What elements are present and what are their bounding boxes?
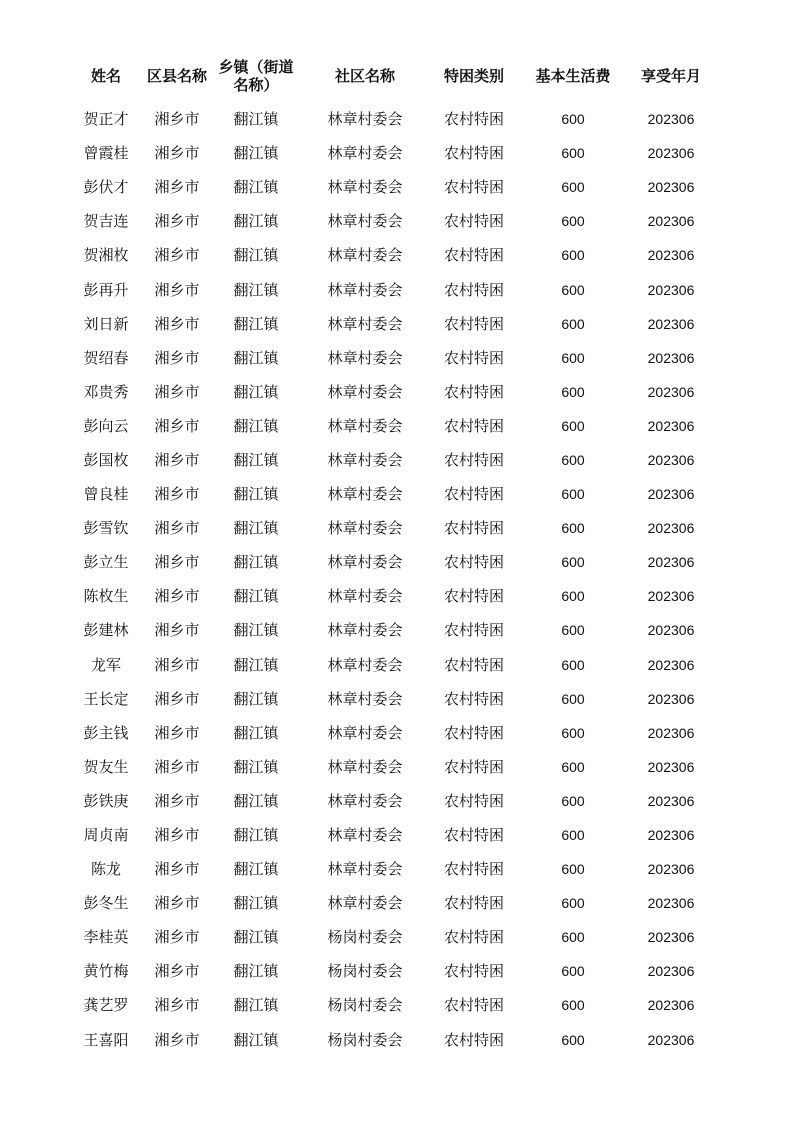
county-cell: 湘乡市 xyxy=(154,280,200,299)
category-cell: 农村特困 xyxy=(443,246,504,265)
month-cell: 202306 xyxy=(647,486,695,503)
table-row xyxy=(72,272,712,306)
community-cell: 林章村委会 xyxy=(327,553,403,572)
table-row xyxy=(72,307,712,341)
county-cell: 湘乡市 xyxy=(154,485,200,504)
community-cell: 林章村委会 xyxy=(327,348,403,367)
allowance-cell: 600 xyxy=(561,281,585,298)
community-cell: 林章村委会 xyxy=(327,826,403,845)
name-cell: 曾霞桂 xyxy=(83,144,129,163)
county-cell: 湘乡市 xyxy=(154,314,200,333)
table-row xyxy=(72,545,712,579)
allowance-cell: 600 xyxy=(561,861,585,878)
county-cell: 湘乡市 xyxy=(154,144,200,163)
allowance-cell: 600 xyxy=(561,656,585,673)
allowance-cell: 600 xyxy=(561,349,585,366)
county-cell: 湘乡市 xyxy=(154,757,200,776)
town-cell: 翻江镇 xyxy=(233,689,279,708)
name-cell: 彭雪钦 xyxy=(83,519,129,538)
community-cell: 林章村委会 xyxy=(327,587,403,606)
category-cell: 农村特困 xyxy=(443,996,504,1015)
town-cell: 翻江镇 xyxy=(233,655,279,674)
category-cell: 农村特困 xyxy=(443,826,504,845)
allowance-cell: 600 xyxy=(561,724,585,741)
county-cell: 湘乡市 xyxy=(154,962,200,981)
allowance-cell: 600 xyxy=(561,690,585,707)
month-cell: 202306 xyxy=(647,827,695,844)
allowance-cell: 600 xyxy=(561,588,585,605)
town-cell: 翻江镇 xyxy=(233,348,279,367)
name-cell: 彭主钱 xyxy=(83,723,129,742)
month-cell: 202306 xyxy=(647,349,695,366)
name-cell: 李桂英 xyxy=(83,928,129,947)
town-cell: 翻江镇 xyxy=(233,485,279,504)
town-cell: 翻江镇 xyxy=(233,314,279,333)
county-cell: 湘乡市 xyxy=(154,655,200,674)
community-cell: 林章村委会 xyxy=(327,246,403,265)
town-cell: 翻江镇 xyxy=(233,791,279,810)
allowance-cell: 600 xyxy=(561,451,585,468)
table-row xyxy=(72,409,712,443)
category-cell: 农村特困 xyxy=(443,757,504,776)
month-cell: 202306 xyxy=(647,417,695,434)
table-row xyxy=(72,477,712,511)
county-cell: 湘乡市 xyxy=(154,178,200,197)
month-cell: 202306 xyxy=(647,588,695,605)
allowance-cell: 600 xyxy=(561,520,585,537)
allowance-cell: 600 xyxy=(561,247,585,264)
town-cell: 翻江镇 xyxy=(233,723,279,742)
community-cell: 林章村委会 xyxy=(327,655,403,674)
relief-table xyxy=(72,52,712,1057)
table-row xyxy=(72,375,712,409)
name-cell: 彭建林 xyxy=(83,621,129,640)
category-cell: 农村特困 xyxy=(443,553,504,572)
allowance-cell: 600 xyxy=(561,792,585,809)
county-cell: 湘乡市 xyxy=(154,348,200,367)
month-cell: 202306 xyxy=(647,520,695,537)
table-row xyxy=(72,852,712,886)
county-cell: 湘乡市 xyxy=(154,928,200,947)
allowance-cell: 600 xyxy=(561,417,585,434)
community-cell: 林章村委会 xyxy=(327,416,403,435)
month-cell: 202306 xyxy=(647,145,695,162)
header-living-allowance: 基本生活费 xyxy=(535,67,611,85)
town-cell: 翻江镇 xyxy=(233,860,279,879)
name-cell: 彭铁庚 xyxy=(83,791,129,810)
community-cell: 林章村委会 xyxy=(327,450,403,469)
table-row xyxy=(72,784,712,818)
category-cell: 农村特困 xyxy=(443,723,504,742)
community-cell: 林章村委会 xyxy=(327,791,403,810)
allowance-cell: 600 xyxy=(561,111,585,128)
name-cell: 王喜阳 xyxy=(83,1030,129,1049)
name-cell: 陈枚生 xyxy=(83,587,129,606)
county-cell: 湘乡市 xyxy=(154,587,200,606)
community-cell: 林章村委会 xyxy=(327,178,403,197)
table-row xyxy=(72,682,712,716)
header-town: 乡镇（街道 名称） xyxy=(218,58,294,94)
county-cell: 湘乡市 xyxy=(154,246,200,265)
county-cell: 湘乡市 xyxy=(154,996,200,1015)
category-cell: 农村特困 xyxy=(443,110,504,129)
table-row xyxy=(72,136,712,170)
county-cell: 湘乡市 xyxy=(154,416,200,435)
name-cell: 贺吉连 xyxy=(83,212,129,231)
table-row xyxy=(72,511,712,545)
table-row xyxy=(72,750,712,784)
community-cell: 林章村委会 xyxy=(327,519,403,538)
community-cell: 林章村委会 xyxy=(327,621,403,640)
community-cell: 杨岗村委会 xyxy=(327,996,403,1015)
month-cell: 202306 xyxy=(647,792,695,809)
month-cell: 202306 xyxy=(647,111,695,128)
allowance-cell: 600 xyxy=(561,1031,585,1048)
table-row xyxy=(72,613,712,647)
month-cell: 202306 xyxy=(647,1031,695,1048)
county-cell: 湘乡市 xyxy=(154,894,200,913)
header-category: 特困类别 xyxy=(443,67,504,85)
community-cell: 林章村委会 xyxy=(327,860,403,879)
month-cell: 202306 xyxy=(647,315,695,332)
table-row xyxy=(72,170,712,204)
category-cell: 农村特困 xyxy=(443,382,504,401)
town-cell: 翻江镇 xyxy=(233,928,279,947)
community-cell: 杨岗村委会 xyxy=(327,1030,403,1049)
name-cell: 黄竹梅 xyxy=(83,962,129,981)
town-cell: 翻江镇 xyxy=(233,110,279,129)
community-cell: 林章村委会 xyxy=(327,110,403,129)
name-cell: 彭立生 xyxy=(83,553,129,572)
county-cell: 湘乡市 xyxy=(154,860,200,879)
allowance-cell: 600 xyxy=(561,963,585,980)
community-cell: 林章村委会 xyxy=(327,212,403,231)
name-cell: 贺绍春 xyxy=(83,348,129,367)
county-cell: 湘乡市 xyxy=(154,791,200,810)
category-cell: 农村特困 xyxy=(443,1030,504,1049)
county-cell: 湘乡市 xyxy=(154,382,200,401)
month-cell: 202306 xyxy=(647,963,695,980)
month-cell: 202306 xyxy=(647,179,695,196)
county-cell: 湘乡市 xyxy=(154,212,200,231)
county-cell: 湘乡市 xyxy=(154,826,200,845)
town-cell: 翻江镇 xyxy=(233,621,279,640)
town-cell: 翻江镇 xyxy=(233,246,279,265)
town-cell: 翻江镇 xyxy=(233,553,279,572)
header-community: 社区名称 xyxy=(334,67,395,85)
category-cell: 农村特困 xyxy=(443,212,504,231)
town-cell: 翻江镇 xyxy=(233,587,279,606)
header-county: 区县名称 xyxy=(146,67,207,85)
category-cell: 农村特困 xyxy=(443,621,504,640)
category-cell: 农村特困 xyxy=(443,791,504,810)
town-cell: 翻江镇 xyxy=(233,450,279,469)
category-cell: 农村特困 xyxy=(443,894,504,913)
month-cell: 202306 xyxy=(647,690,695,707)
town-cell: 翻江镇 xyxy=(233,416,279,435)
table-row xyxy=(72,818,712,852)
name-cell: 彭向云 xyxy=(83,416,129,435)
allowance-cell: 600 xyxy=(561,895,585,912)
town-cell: 翻江镇 xyxy=(233,894,279,913)
allowance-cell: 600 xyxy=(561,383,585,400)
name-cell: 贺正才 xyxy=(83,110,129,129)
table-row xyxy=(72,1023,712,1057)
community-cell: 林章村委会 xyxy=(327,485,403,504)
county-cell: 湘乡市 xyxy=(154,621,200,640)
allowance-cell: 600 xyxy=(561,997,585,1014)
allowance-cell: 600 xyxy=(561,622,585,639)
community-cell: 林章村委会 xyxy=(327,144,403,163)
allowance-cell: 600 xyxy=(561,758,585,775)
town-cell: 翻江镇 xyxy=(233,962,279,981)
table-row xyxy=(72,341,712,375)
header-start-month: 享受年月 xyxy=(640,67,701,85)
allowance-cell: 600 xyxy=(561,827,585,844)
allowance-cell: 600 xyxy=(561,486,585,503)
allowance-cell: 600 xyxy=(561,554,585,571)
month-cell: 202306 xyxy=(647,656,695,673)
allowance-cell: 600 xyxy=(561,315,585,332)
month-cell: 202306 xyxy=(647,451,695,468)
name-cell: 邓贵秀 xyxy=(83,382,129,401)
town-cell: 翻江镇 xyxy=(233,212,279,231)
county-cell: 湘乡市 xyxy=(154,450,200,469)
category-cell: 农村特困 xyxy=(443,280,504,299)
table-row xyxy=(72,988,712,1022)
table-row xyxy=(72,716,712,750)
county-cell: 湘乡市 xyxy=(154,1030,200,1049)
town-cell: 翻江镇 xyxy=(233,996,279,1015)
name-cell: 刘日新 xyxy=(83,314,129,333)
community-cell: 杨岗村委会 xyxy=(327,962,403,981)
name-cell: 龙军 xyxy=(90,655,121,674)
category-cell: 农村特困 xyxy=(443,655,504,674)
month-cell: 202306 xyxy=(647,383,695,400)
month-cell: 202306 xyxy=(647,997,695,1014)
town-cell: 翻江镇 xyxy=(233,178,279,197)
table-row xyxy=(72,648,712,682)
community-cell: 林章村委会 xyxy=(327,280,403,299)
town-cell: 翻江镇 xyxy=(233,519,279,538)
allowance-cell: 600 xyxy=(561,179,585,196)
county-cell: 湘乡市 xyxy=(154,689,200,708)
table-header xyxy=(72,52,712,100)
table-row xyxy=(72,579,712,613)
month-cell: 202306 xyxy=(647,724,695,741)
town-cell: 翻江镇 xyxy=(233,826,279,845)
table-row xyxy=(72,443,712,477)
name-cell: 王长定 xyxy=(83,689,129,708)
county-cell: 湘乡市 xyxy=(154,519,200,538)
town-cell: 翻江镇 xyxy=(233,1030,279,1049)
name-cell: 贺湘枚 xyxy=(83,246,129,265)
category-cell: 农村特困 xyxy=(443,348,504,367)
name-cell: 贺友生 xyxy=(83,757,129,776)
county-cell: 湘乡市 xyxy=(154,723,200,742)
name-cell: 彭冬生 xyxy=(83,894,129,913)
month-cell: 202306 xyxy=(647,281,695,298)
community-cell: 林章村委会 xyxy=(327,314,403,333)
category-cell: 农村特困 xyxy=(443,178,504,197)
name-cell: 彭再升 xyxy=(83,280,129,299)
community-cell: 林章村委会 xyxy=(327,894,403,913)
allowance-cell: 600 xyxy=(561,145,585,162)
category-cell: 农村特困 xyxy=(443,587,504,606)
town-cell: 翻江镇 xyxy=(233,144,279,163)
table-row xyxy=(72,238,712,272)
category-cell: 农村特困 xyxy=(443,962,504,981)
month-cell: 202306 xyxy=(647,758,695,775)
category-cell: 农村特困 xyxy=(443,144,504,163)
name-cell: 彭国枚 xyxy=(83,450,129,469)
category-cell: 农村特困 xyxy=(443,416,504,435)
table-row xyxy=(72,102,712,136)
community-cell: 林章村委会 xyxy=(327,382,403,401)
category-cell: 农村特困 xyxy=(443,485,504,504)
name-cell: 陈龙 xyxy=(90,860,121,879)
month-cell: 202306 xyxy=(647,554,695,571)
month-cell: 202306 xyxy=(647,247,695,264)
category-cell: 农村特困 xyxy=(443,689,504,708)
county-cell: 湘乡市 xyxy=(154,553,200,572)
community-cell: 林章村委会 xyxy=(327,757,403,776)
town-cell: 翻江镇 xyxy=(233,280,279,299)
month-cell: 202306 xyxy=(647,895,695,912)
allowance-cell: 600 xyxy=(561,213,585,230)
month-cell: 202306 xyxy=(647,213,695,230)
town-cell: 翻江镇 xyxy=(233,757,279,776)
table-row xyxy=(72,920,712,954)
category-cell: 农村特困 xyxy=(443,519,504,538)
month-cell: 202306 xyxy=(647,929,695,946)
category-cell: 农村特困 xyxy=(443,314,504,333)
table-body xyxy=(72,102,712,1057)
community-cell: 杨岗村委会 xyxy=(327,928,403,947)
table-row xyxy=(72,954,712,988)
town-cell: 翻江镇 xyxy=(233,382,279,401)
county-cell: 湘乡市 xyxy=(154,110,200,129)
community-cell: 林章村委会 xyxy=(327,689,403,708)
community-cell: 林章村委会 xyxy=(327,723,403,742)
category-cell: 农村特困 xyxy=(443,928,504,947)
month-cell: 202306 xyxy=(647,861,695,878)
category-cell: 农村特困 xyxy=(443,450,504,469)
header-name: 姓名 xyxy=(90,67,121,85)
table-row xyxy=(72,886,712,920)
name-cell: 曾良桂 xyxy=(83,485,129,504)
allowance-cell: 600 xyxy=(561,929,585,946)
category-cell: 农村特困 xyxy=(443,860,504,879)
month-cell: 202306 xyxy=(647,622,695,639)
name-cell: 彭伏才 xyxy=(83,178,129,197)
name-cell: 龚艺罗 xyxy=(83,996,129,1015)
table-row xyxy=(72,204,712,238)
name-cell: 周贞南 xyxy=(83,826,129,845)
